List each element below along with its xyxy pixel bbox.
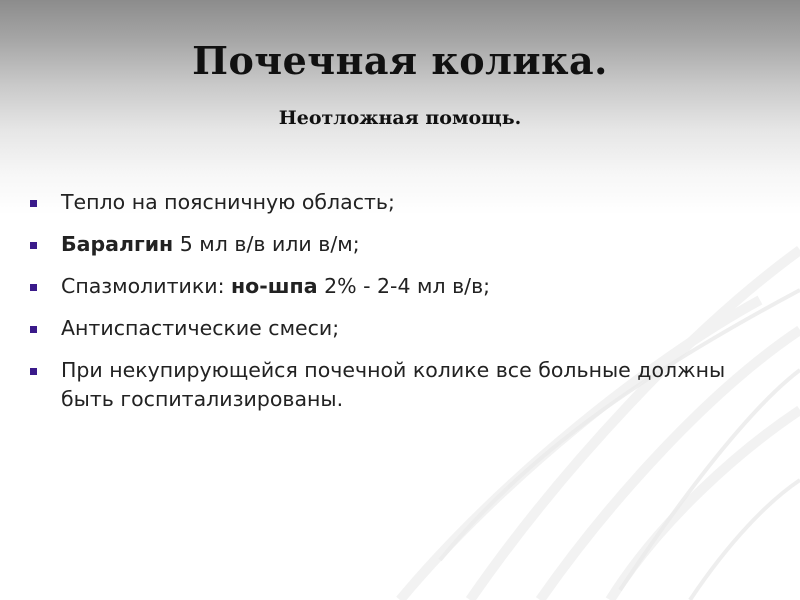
bullet-text: Антиспастические смеси; [61, 316, 340, 340]
list-item [30, 356, 770, 414]
list-item [30, 230, 770, 259]
drug-name-bold: Баралгин [61, 232, 174, 256]
list-item [30, 314, 770, 343]
square-bullet-icon [30, 368, 37, 375]
slide-title: Почечная колика. [192, 38, 608, 83]
bullet-text: 2% - 2-4 мл в/в; [317, 274, 491, 298]
square-bullet-icon [30, 284, 37, 291]
bullet-list [30, 188, 770, 427]
slide-subtitle: Неотложная помощь. [278, 107, 522, 129]
square-bullet-icon [30, 326, 37, 333]
list-item [30, 188, 770, 217]
bullet-text: Тепло на поясничную область; [61, 190, 395, 214]
bullet-text: При некупирующейся почечной колике все больные должны быть госпитализированы. [61, 358, 726, 411]
bullet-text-prefix: Спазмолитики: [61, 274, 232, 298]
square-bullet-icon [30, 242, 37, 249]
list-item [30, 272, 770, 301]
square-bullet-icon [30, 200, 37, 207]
bullet-text: 5 мл в/в или в/м; [173, 232, 360, 256]
drug-name-bold: но-шпа [231, 274, 318, 298]
